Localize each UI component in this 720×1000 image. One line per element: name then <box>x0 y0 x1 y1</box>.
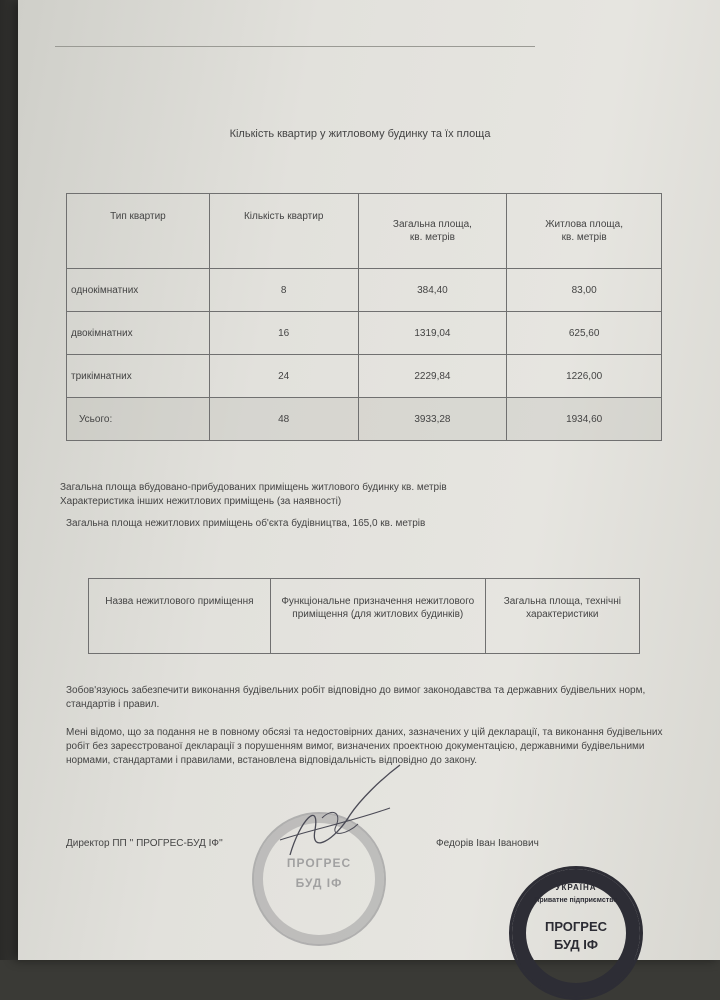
row-total-area: 2229,84 <box>358 355 507 398</box>
table-row <box>67 269 662 312</box>
row-type: Усього: <box>67 398 210 441</box>
nonresidential-table <box>88 578 640 654</box>
header-total-area: Загальна площа, кв. метрів <box>358 194 507 269</box>
row-total-area: 1319,04 <box>358 312 507 355</box>
row-count: 24 <box>209 355 358 398</box>
top-rule <box>55 46 535 47</box>
liability-paragraph: Мені відомо, що за подання не в повному обсязі та недостовірних даних, зазначених у цій декларації, та виконання будівельних робіт без зареєстрованої декларації з порушенням вимог, визначених проектною документацією, державними будівельними нормами, стандартами і правилами, встановлена відповідальність відповідно до закону. <box>66 727 663 766</box>
row-total-area: 384,40 <box>358 269 507 312</box>
table-total-row <box>67 398 662 441</box>
row-count: 48 <box>209 398 358 441</box>
row-total-area: 3933,28 <box>358 398 507 441</box>
header-living-area: Житлова площа, кв. метрів <box>507 194 662 269</box>
company-stamp-line2: БУД ІФ <box>553 937 599 952</box>
header-type: Тип квартир <box>67 194 210 269</box>
row-type: однокімнатних <box>67 269 210 312</box>
apartments-table-header-row <box>67 194 662 269</box>
table-row <box>67 312 662 355</box>
nonresidential-table-header-row <box>89 579 640 654</box>
header-count: Кількість квартир <box>209 194 358 269</box>
row-count: 16 <box>209 312 358 355</box>
header-premises-name: Назва нежитлового приміщення <box>89 579 271 654</box>
row-type: трикімнатних <box>67 355 210 398</box>
table-row <box>67 355 662 398</box>
nonresidential-area-line: Загальна площа нежитлових приміщень об'єкта будівництва, 165,0 кв. метрів <box>66 518 426 529</box>
row-living-area: 1226,00 <box>507 355 662 398</box>
faded-stamp-line1: ПРОГРЕС <box>286 856 352 870</box>
company-round-stamp <box>509 866 643 1000</box>
apartments-table <box>66 193 662 441</box>
signatory-name: Федорів Іван Іванович <box>436 838 539 849</box>
header-area-characteristics: Загальна площа, технічні характеристики <box>485 579 639 654</box>
row-living-area: 1934,60 <box>507 398 662 441</box>
signatory-title: Директор ПП '' ПРОГРЕС-БУД ІФ'' <box>66 838 223 849</box>
company-stamp-line1: ПРОГРЕС <box>544 919 608 934</box>
faded-stamp-line2: БУД ІФ <box>295 876 343 890</box>
row-type: двокімнатних <box>67 312 210 355</box>
row-living-area: 625,60 <box>507 312 662 355</box>
document-heading: Кількість квартир у житловому будинку та їх площа <box>229 128 491 140</box>
company-stamp-top: УКРАЇНА <box>555 883 597 892</box>
row-count: 8 <box>209 269 358 312</box>
row-living-area: 83,00 <box>507 269 662 312</box>
handwritten-signature <box>260 760 420 880</box>
company-stamp-ring: Приватне підприємство <box>534 897 618 904</box>
header-functional-purpose: Функціональне призначення нежитлового приміщення (для житлових будинків) <box>270 579 485 654</box>
other-premises-line: Характеристика інших нежитлових приміщень (за наявності) <box>60 496 342 507</box>
commitment-paragraph: Зобов'язуюсь забезпечити виконання будівельних робіт відповідно до вимог законодавства та державних будівельних норм, стандартів і правил. <box>66 685 646 710</box>
built-in-area-line: Загальна площа вбудовано-прибудованих приміщень житлового будинку кв. метрів <box>60 482 447 493</box>
